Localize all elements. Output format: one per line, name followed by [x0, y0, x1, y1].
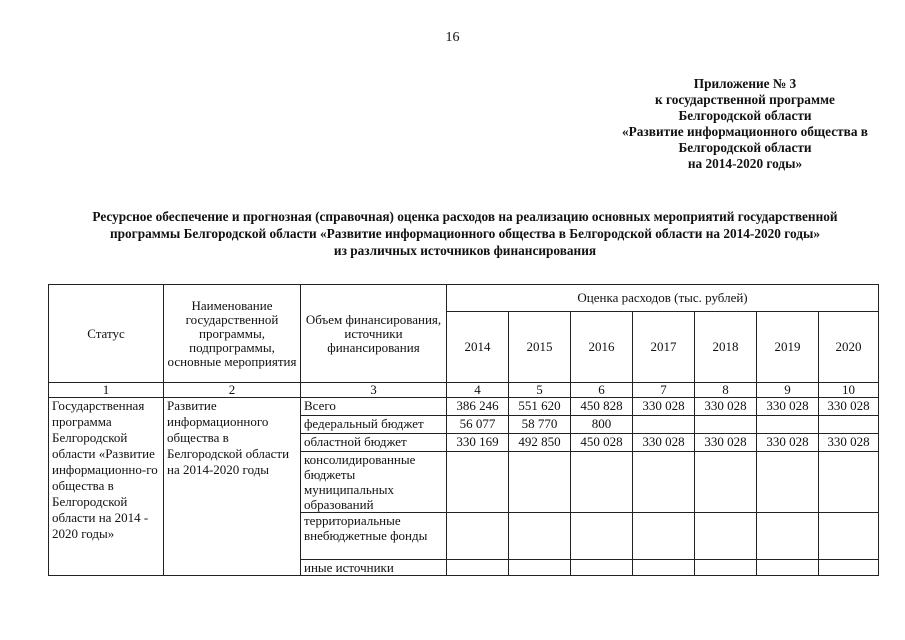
- value-cell: [509, 560, 571, 576]
- value-cell: [695, 513, 757, 560]
- value-cell: [633, 560, 695, 576]
- appendix-header: [600, 76, 890, 172]
- source-cell: консолидированные бюджеты муниципальных образований: [301, 452, 447, 513]
- page-number: 16: [445, 30, 460, 45]
- source-cell: областной бюджет: [301, 434, 447, 452]
- value-cell: 450 028: [571, 434, 633, 452]
- column-number: 6: [571, 383, 633, 398]
- title-line: Ресурсное обеспечение и прогнозная (справочная) оценка расходов на реализацию основных мероприятий государственной: [92, 209, 838, 224]
- title-line: из различных источников финансирования: [333, 243, 597, 258]
- value-cell: 330 028: [633, 398, 695, 416]
- value-cell: [757, 560, 819, 576]
- value-cell: [819, 416, 879, 434]
- appendix-line: Белгородской области: [678, 140, 812, 155]
- value-cell: 330 028: [695, 434, 757, 452]
- value-cell: 492 850: [509, 434, 571, 452]
- column-number: 10: [819, 383, 879, 398]
- value-cell: [571, 560, 633, 576]
- source-cell: Всего: [301, 398, 447, 416]
- header-year: 2017: [633, 312, 695, 383]
- value-cell: 551 620: [509, 398, 571, 416]
- title-line: программы Белгородской области «Развитие информационного общества в Белгородской области на 2014-2020 годы»: [109, 226, 821, 241]
- column-number: 7: [633, 383, 695, 398]
- value-cell: [633, 513, 695, 560]
- value-cell: [447, 560, 509, 576]
- column-number: 4: [447, 383, 509, 398]
- header-year: 2016: [571, 312, 633, 383]
- column-number: 8: [695, 383, 757, 398]
- column-number: 2: [164, 383, 301, 398]
- value-cell: [695, 560, 757, 576]
- value-cell: [757, 416, 819, 434]
- value-cell: 330 028: [819, 398, 879, 416]
- value-cell: [509, 452, 571, 513]
- program-cell: Развитие информационного общества в Белгородской области на 2014-2020 годы: [164, 398, 301, 576]
- appendix-line: «Развитие информационного общества в: [622, 124, 868, 139]
- value-cell: [757, 513, 819, 560]
- header-year: 2019: [757, 312, 819, 383]
- column-number: 9: [757, 383, 819, 398]
- header-year: 2014: [447, 312, 509, 383]
- appendix-line: Белгородской области: [678, 108, 812, 123]
- header-source: Объем финансирования, источники финансирования: [301, 285, 447, 383]
- value-cell: [757, 452, 819, 513]
- header-status: Статус: [49, 285, 164, 383]
- value-cell: 330 028: [757, 398, 819, 416]
- value-cell: [819, 513, 879, 560]
- value-cell: 56 077: [447, 416, 509, 434]
- source-cell: иные источники: [301, 560, 447, 576]
- value-cell: [695, 416, 757, 434]
- value-cell: [571, 452, 633, 513]
- column-number: 5: [509, 383, 571, 398]
- header-year: 2015: [509, 312, 571, 383]
- appendix-line: на 2014-2020 годы»: [687, 156, 803, 171]
- value-cell: 58 770: [509, 416, 571, 434]
- value-cell: [447, 513, 509, 560]
- value-cell: [695, 452, 757, 513]
- column-number: 3: [301, 383, 447, 398]
- document-title: [40, 208, 890, 259]
- value-cell: [633, 452, 695, 513]
- value-cell: 330 169: [447, 434, 509, 452]
- source-cell: федеральный бюджет: [301, 416, 447, 434]
- value-cell: [571, 513, 633, 560]
- header-estimate: Оценка расходов (тыс. рублей): [447, 285, 879, 312]
- header-year: 2018: [695, 312, 757, 383]
- status-cell: Государственная программа Белгородской области «Развитие информационно-го общества в Белгородской области на 2014 - 2020 годы»: [49, 398, 164, 576]
- value-cell: 330 028: [633, 434, 695, 452]
- value-cell: 800: [571, 416, 633, 434]
- source-cell: территориальные внебюджетные фонды: [301, 513, 447, 560]
- value-cell: [447, 452, 509, 513]
- value-cell: [509, 513, 571, 560]
- column-numbers-row: [49, 383, 879, 398]
- table-row: [49, 398, 879, 416]
- header-name: Наименование государственной программы, подпрограммы, основные мероприятия: [164, 285, 301, 383]
- value-cell: [819, 452, 879, 513]
- budget-table: [48, 284, 879, 576]
- value-cell: [633, 416, 695, 434]
- appendix-line: к государственной программе: [655, 92, 835, 107]
- value-cell: 330 028: [819, 434, 879, 452]
- column-number: 1: [49, 383, 164, 398]
- value-cell: 450 828: [571, 398, 633, 416]
- value-cell: [819, 560, 879, 576]
- header-row: [49, 285, 879, 312]
- value-cell: 386 246: [447, 398, 509, 416]
- header-year: 2020: [819, 312, 879, 383]
- value-cell: 330 028: [757, 434, 819, 452]
- appendix-line: Приложение № 3: [693, 76, 797, 91]
- value-cell: 330 028: [695, 398, 757, 416]
